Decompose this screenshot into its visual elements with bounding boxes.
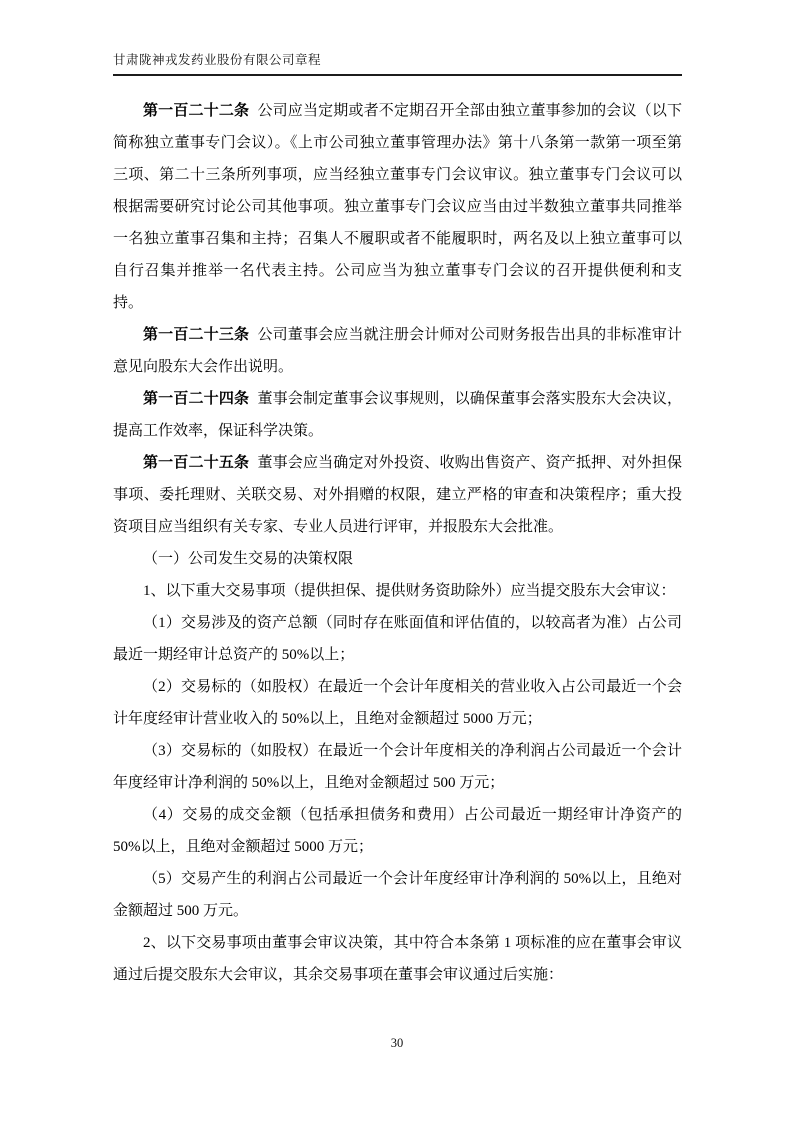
page-footer (0, 1035, 794, 1051)
article-paragraph (113, 319, 682, 383)
article-number: 第一百二十三条 (143, 327, 250, 343)
article-text: 董事会应当确定对外投资、收购出售资产、资产抵押、对外担保事项、委托理财、关联交易、对外捐赠的权限，建立严格的审查和决策程序；重大投资项目应当组织有关专家、专业人员进行评审，并报股东大会批准。 (113, 455, 682, 535)
article-number: 第一百二十五条 (143, 455, 250, 471)
article-text: 公司董事会应当就注册会计师对公司财务报告出具的非标准审计意见向股东大会作出说明。 (113, 327, 682, 375)
list-item: （3）交易标的（如股权）在最近一个会计年度相关的净利润占公司最近一个会计年度经审计净利润的 50%以上，且绝对金额超过 500 万元； (113, 743, 682, 791)
list-item: （2）交易标的（如股权）在最近一个会计年度相关的营业收入占公司最近一个会计年度经审计营业收入的 50%以上，且绝对金额超过 5000 万元； (113, 679, 682, 727)
article-number: 第一百二十二条 (143, 103, 250, 119)
article-text: 公司应当定期或者不定期召开全部由独立董事参加的会议（以下简称独立董事专门会议）。《上市公司独立董事管理办法》第十八条第一款第一项至第三项、第二十三条所列事项，应当经独立董事专门会议审议。独立董事专门会议可以根据需要研究讨论公司其他事项。独立董事专门会议应当由过半数独立董事共同推举一名独立董事召集和主持；召集人不履职或者不能履职时，两名及以上独立董事可以自行召集并推举一名代表主持。公司应当为独立董事专门会议的召开提供便利和支持。 (113, 103, 682, 311)
list-item: （4）交易的成交金额（包括承担债务和费用）占公司最近一期经审计净资产的 50%以上，且绝对金额超过 5000 万元； (113, 807, 682, 855)
document-body (113, 95, 682, 991)
page-header-title: 甘肃陇神戎发药业股份有限公司章程 (113, 53, 322, 67)
page-header (113, 52, 682, 76)
article-text: 董事会制定董事会议事规则，以确保董事会落实股东大会决议，提高工作效率，保证科学决策。 (113, 391, 682, 439)
list-item: 1、以下重大交易事项（提供担保、提供财务资助除外）应当提交股东大会审议： (143, 583, 676, 599)
page-number: 30 (390, 1036, 404, 1050)
list-item: （1）交易涉及的资产总额（同时存在账面值和评估值的，以较高者为准）占公司最近一期经审计总资产的 50%以上； (113, 615, 682, 663)
article-paragraph (113, 447, 682, 543)
list-item: 2、以下交易事项由董事会审议决策，其中符合本条第 1 项标准的应在董事会审议通过后提交股东大会审议，其余交易事项在董事会审议通过后实施： (113, 935, 682, 983)
article-paragraph (113, 383, 682, 447)
list-item: （5）交易产生的利润占公司最近一个会计年度经审计净利润的 50%以上，且绝对金额超过 500 万元。 (113, 871, 682, 919)
article-number: 第一百二十四条 (143, 391, 250, 407)
section-heading: （一）公司发生交易的决策权限 (143, 551, 354, 567)
article-paragraph (113, 95, 682, 319)
